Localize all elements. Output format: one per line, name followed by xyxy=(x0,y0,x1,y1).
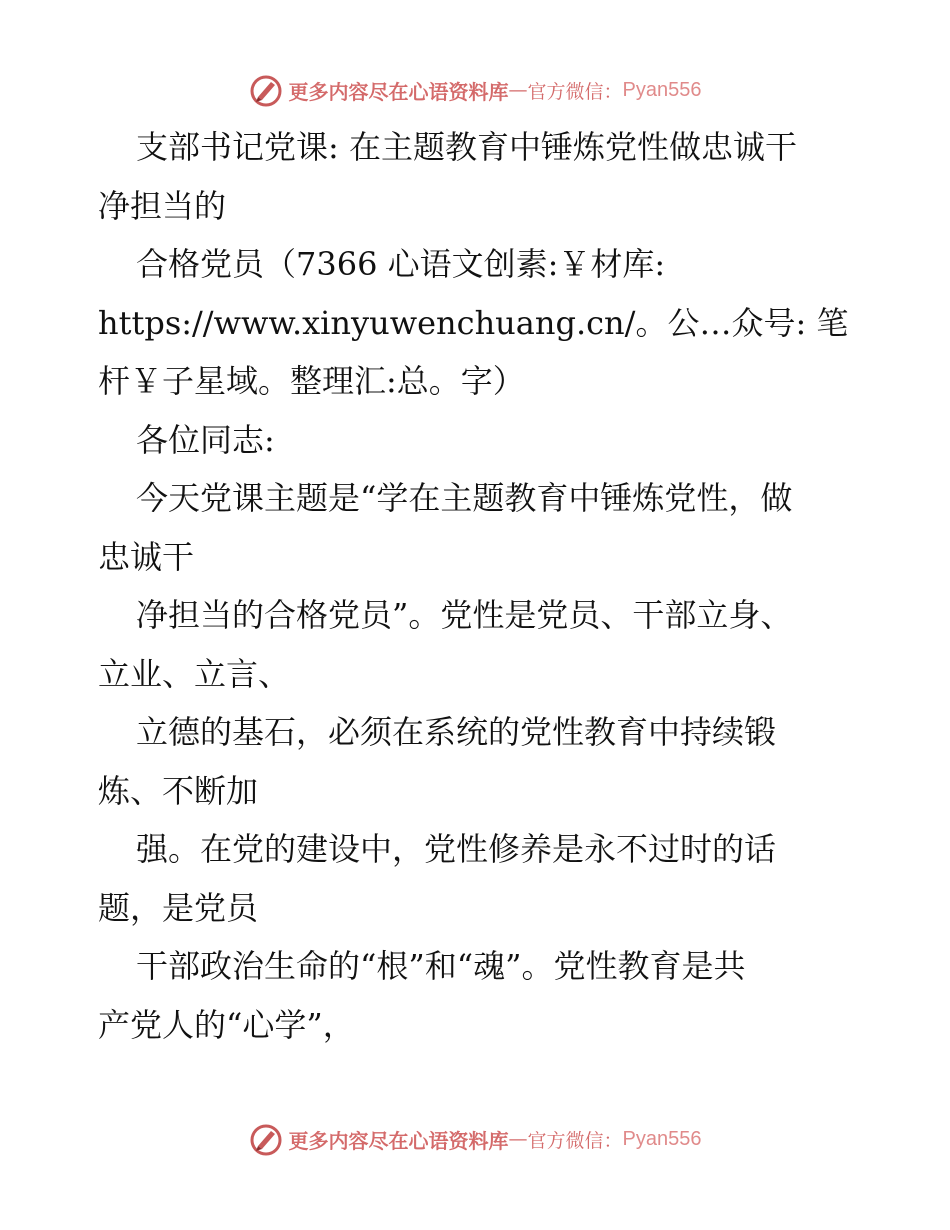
body-line: 净担当的合格党员”。党性是党员、干部立身、 xyxy=(136,596,793,634)
body-line: 炼、不断加 xyxy=(98,771,259,810)
body-line: 立德的基石，必须在系统的党性教育中持续锻 xyxy=(136,713,777,751)
footer-wechat-label: 官方微信： xyxy=(527,1129,623,1152)
body-line: 今天党课主题是“学在主题教育中锤炼党性，做 xyxy=(136,479,793,517)
body-line: 合格党员（7366 心语文创素:￥材库: xyxy=(136,245,666,283)
body-line: 净担当的 xyxy=(98,186,227,225)
header-wechat-label: 官方微信： xyxy=(527,80,623,103)
body-line: 忠诚干 xyxy=(98,537,195,576)
header-brand-text: 更多内容尽在心语资料库 xyxy=(288,79,509,104)
body-line: 各位同志: xyxy=(136,420,275,459)
body-line: https://www.xinyuwenchuang.cn/。公…众号: 笔 xyxy=(98,303,849,342)
body-line: 立业、立言、 xyxy=(98,654,291,693)
footer-brand-text: 更多内容尽在心语资料库 xyxy=(288,1128,509,1153)
footer-wechat-id: Pyan556 xyxy=(622,1127,702,1150)
body-line: 题，是党员 xyxy=(98,888,259,927)
footer-dash: — xyxy=(508,1128,528,1150)
body-line: 支部书记党课: 在主题教育中锤炼党性做忠诚干 xyxy=(136,128,797,166)
body-line: 产党人的“心学”， xyxy=(98,1005,355,1044)
header-wechat-id: Pyan556 xyxy=(622,78,702,101)
document-body xyxy=(98,118,858,1054)
body-line: 强。在党的建设中，党性修养是永不过时的话 xyxy=(136,830,777,868)
body-line: 杆￥子星域。整理汇:总。字） xyxy=(98,362,525,400)
header-dash: — xyxy=(508,79,528,101)
pen-logo-icon xyxy=(249,73,283,107)
body-line: 干部政治生命的“根”和“魂”。党性教育是共 xyxy=(136,947,746,985)
pen-logo-icon xyxy=(249,1122,283,1156)
header-watermark xyxy=(0,70,950,110)
footer-watermark xyxy=(0,1119,950,1159)
